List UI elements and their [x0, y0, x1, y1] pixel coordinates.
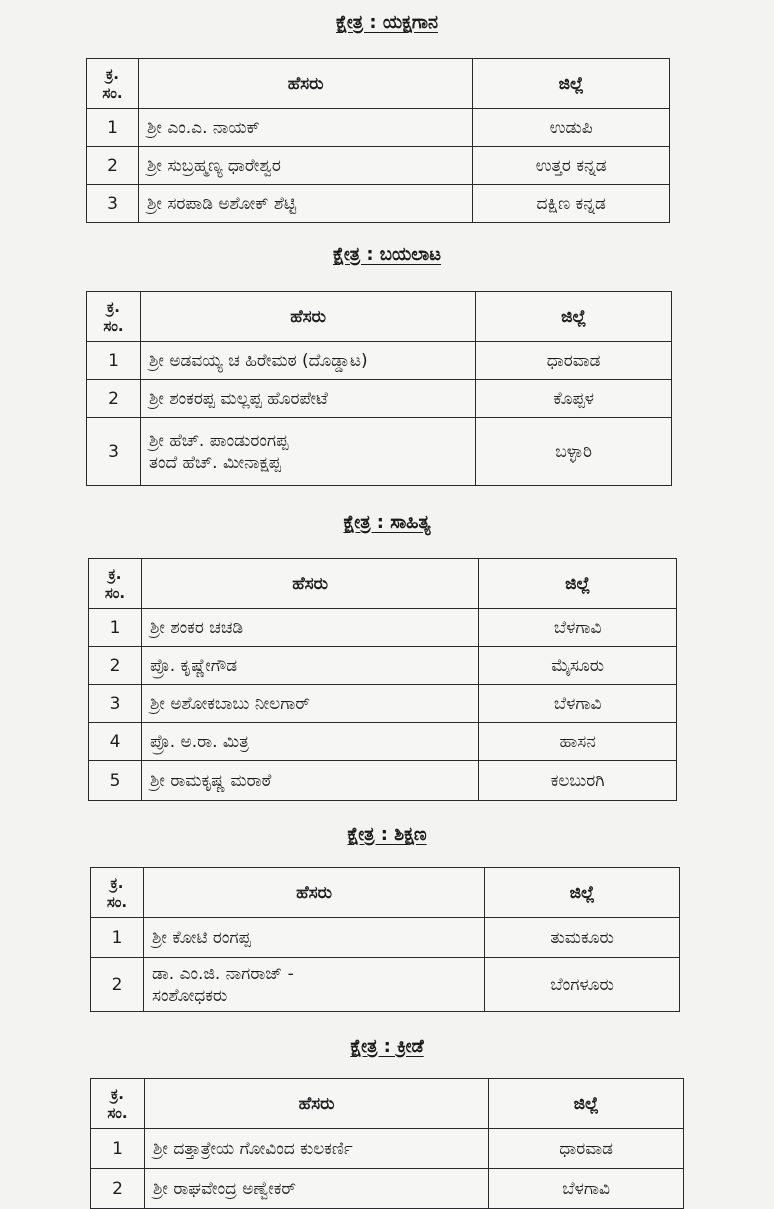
- section-heading-kreede: ಕ್ಷೇತ್ರ : ಕ್ರೀಡೆ: [350, 1036, 424, 1057]
- awardee-name: ಪ್ರೊ. ಕೃಷ್ಣೇಗೌಡ: [141, 647, 478, 685]
- row-number: 4: [89, 723, 142, 761]
- awardee-district: ಮೈಸೂರು: [479, 647, 677, 685]
- table-row: [91, 918, 680, 958]
- awardee-district: ಹಾಸನ: [479, 723, 677, 761]
- awardee-name: ಪ್ರೊ. ಅ.ರಾ. ಮಿತ್ರ: [141, 723, 478, 761]
- table-header-row: [87, 292, 672, 342]
- header-serial: ಕ್ರ. ಸಂ.: [91, 1079, 145, 1129]
- section-heading-bayalata: ಕ್ಷೇತ್ರ : ಬಯಲಾಟ: [332, 244, 442, 265]
- awardee-name: ಶ್ರೀ ಕೋಟಿ ರಂಗಪ್ಪ: [143, 918, 484, 958]
- header-name: ಹೆಸರು: [143, 868, 484, 918]
- section-heading-shikshana: ಕ್ಷೇತ್ರ : ಶಿಕ್ಷಣ: [347, 824, 427, 845]
- awardee-name: ಶ್ರೀ ರಾಮಕೃಷ್ಣ ಮರಾಠೆ: [141, 761, 478, 801]
- awardee-name: ಶ್ರೀ ಹೆಚ್. ಪಾಂಡುರಂಗಪ್ಪ ತಂದೆ ಹೆಚ್. ಮೀನಾಕ್ಷಪ್ಪ: [140, 418, 475, 486]
- row-number: 1: [87, 109, 139, 147]
- awardee-table-shikshana: [90, 867, 680, 1012]
- row-number: 1: [89, 609, 142, 647]
- awardee-name: ಶ್ರೀ ದತ್ತಾತ್ರೇಯ ಗೋವಿಂದ ಕುಲಕರ್ಣಿ: [144, 1129, 488, 1169]
- awardee-district: ಬಳ್ಳಾರಿ: [476, 418, 672, 486]
- table-row: [87, 418, 672, 486]
- awardee-district: ಉತ್ತರ ಕನ್ನಡ: [473, 147, 670, 185]
- table-header-row: [91, 1079, 684, 1129]
- header-name: ಹೆಸರು: [138, 59, 472, 109]
- row-number: 2: [91, 958, 144, 1012]
- header-district: ಜಿಲ್ಲೆ: [479, 559, 677, 609]
- awardee-table-bayalata: [86, 291, 672, 486]
- awardee-table-sahitya: [88, 558, 677, 801]
- header-district: ಜಿಲ್ಲೆ: [473, 59, 670, 109]
- awardee-name: ಶ್ರೀ ಅಡವಯ್ಯ ಚ ಹಿರೇಮಠ (ದೊಡ್ಡಾಟ): [140, 342, 475, 380]
- awardee-district: ಕೊಪ್ಪಳ: [476, 380, 672, 418]
- awardee-name: ಶ್ರೀ ರಾಘವೇಂದ್ರ ಅಣ್ವೇಕರ್: [144, 1169, 488, 1209]
- awardee-district: ಕಲಬುರಗಿ: [479, 761, 677, 801]
- table-row: [87, 185, 670, 223]
- awardee-district: ಉಡುಪಿ: [473, 109, 670, 147]
- awardee-district: ದಕ್ಷಿಣ ಕನ್ನಡ: [473, 185, 670, 223]
- table-row: [89, 609, 677, 647]
- header-name: ಹೆಸರು: [140, 292, 475, 342]
- row-number: 2: [91, 1169, 145, 1209]
- table-row: [89, 647, 677, 685]
- table-row: [87, 109, 670, 147]
- row-number: 1: [91, 918, 144, 958]
- row-number: 1: [91, 1129, 145, 1169]
- awardee-district: ಧಾರವಾಡ: [476, 342, 672, 380]
- header-serial: ಕ್ರ. ಸಂ.: [87, 292, 141, 342]
- awardee-name: ಡಾ. ಎಂ.ಜಿ. ನಾಗರಾಜ್ - ಸಂಶೋಧಕರು: [143, 958, 484, 1012]
- row-number: 3: [89, 685, 142, 723]
- awardee-district: ಬೆಂಗಳೂರು: [485, 958, 680, 1012]
- table-row: [89, 761, 677, 801]
- table-header-row: [91, 868, 680, 918]
- header-district: ಜಿಲ್ಲೆ: [489, 1079, 684, 1129]
- table-row: [91, 1129, 684, 1169]
- awardee-district: ತುಮಕೂರು: [485, 918, 680, 958]
- awardee-name: ಶ್ರೀ ಎಂ.ಎ. ನಾಯಕ್: [138, 109, 472, 147]
- table-row: [89, 685, 677, 723]
- awardee-district: ಬೆಳಗಾವಿ: [479, 685, 677, 723]
- table-header-row: [89, 559, 677, 609]
- awardee-district: ಬೆಳಗಾವಿ: [479, 609, 677, 647]
- table-row: [87, 342, 672, 380]
- header-serial: ಕ್ರ. ಸಂ.: [91, 868, 144, 918]
- header-serial: ಕ್ರ. ಸಂ.: [87, 59, 139, 109]
- section-heading-sahitya: ಕ್ಷೇತ್ರ : ಸಾಹಿತ್ಯ: [343, 512, 431, 533]
- row-number: 1: [87, 342, 141, 380]
- table-header-row: [87, 59, 670, 109]
- header-name: ಹೆಸರು: [144, 1079, 488, 1129]
- awardee-name: ಶ್ರೀ ಸುಬ್ರಹ್ಮಣ್ಯ ಧಾರೇಶ್ವರ: [138, 147, 472, 185]
- awardee-name: ಶ್ರೀ ಶಂಕರ ಚಚಡಿ: [141, 609, 478, 647]
- row-number: 2: [87, 380, 141, 418]
- row-number: 3: [87, 418, 141, 486]
- awardee-table-yakshagana: [86, 58, 670, 223]
- table-row: [91, 958, 680, 1012]
- header-serial: ಕ್ರ. ಸಂ.: [89, 559, 142, 609]
- awardee-district: ಧಾರವಾಡ: [489, 1129, 684, 1169]
- header-district: ಜಿಲ್ಲೆ: [476, 292, 672, 342]
- row-number: 3: [87, 185, 139, 223]
- table-row: [89, 723, 677, 761]
- table-row: [87, 380, 672, 418]
- section-heading-yakshagana: ಕ್ಷೇತ್ರ : ಯಕ್ಷಗಾನ: [336, 12, 438, 33]
- table-row: [91, 1169, 684, 1209]
- row-number: 2: [87, 147, 139, 185]
- awardee-name: ಶ್ರೀ ಸರಪಾಡಿ ಅಶೋಕ್ ಶೆಟ್ಟಿ: [138, 185, 472, 223]
- awardee-name: ಶ್ರೀ ಶಂಕರಪ್ಪ ಮಲ್ಲಪ್ಪ ಹೊರಪೇಟೆ: [140, 380, 475, 418]
- awardee-name: ಶ್ರೀ ಅಶೋಕಬಾಬು ನೀಲಗಾರ್: [141, 685, 478, 723]
- row-number: 2: [89, 647, 142, 685]
- header-district: ಜಿಲ್ಲೆ: [485, 868, 680, 918]
- awardee-district: ಬೆಳಗಾವಿ: [489, 1169, 684, 1209]
- row-number: 5: [89, 761, 142, 801]
- table-row: [87, 147, 670, 185]
- header-name: ಹೆಸರು: [141, 559, 478, 609]
- awardee-table-kreede: [90, 1078, 684, 1209]
